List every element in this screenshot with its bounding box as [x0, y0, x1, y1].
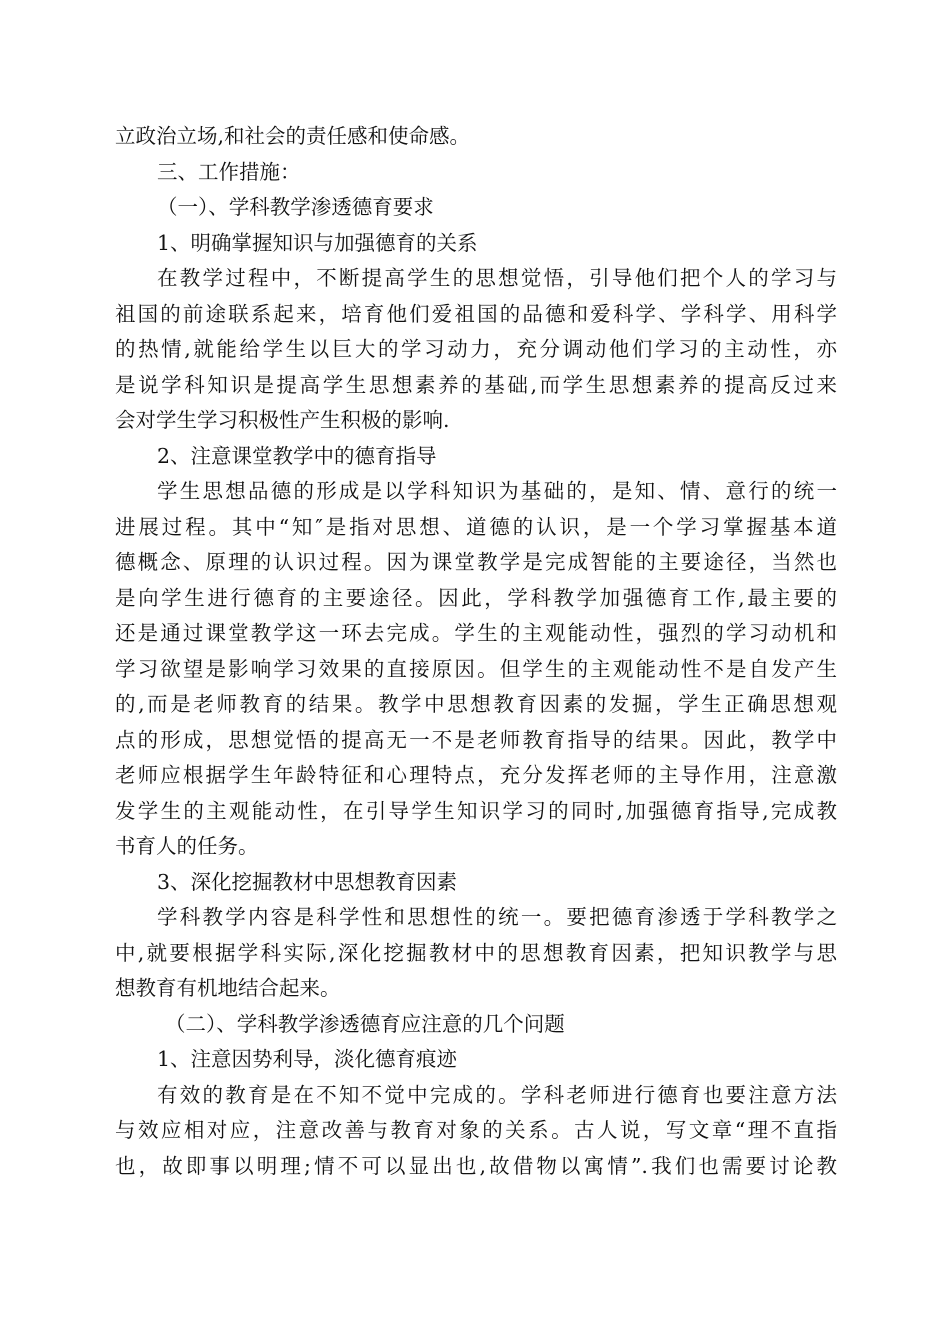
subsection-heading: （二）、学科教学渗透德育应注意的几个问题 [165, 1011, 565, 1036]
paragraph-line: 书育人的任务。 [115, 834, 259, 858]
paragraph-line: 是向学生进行德育的主要途径。因此，学科教学加强德育工作,最主要的 [115, 585, 837, 610]
paragraph-line: 的热情,就能给学生以巨大的学习动力，充分调动他们学习的主动性，亦 [115, 337, 837, 361]
paragraph-line: 有效的教育是在不知不觉中完成的。学科老师进行德育也要注意方法 [157, 1082, 837, 1107]
paragraph-line: 是说学科知识是提高学生思想素养的基础,而学生思想素养的提高反过来 [115, 372, 837, 397]
section-heading: 三、工作措施： [157, 159, 301, 184]
subsection-heading: （一）、学科教学渗透德育要求 [157, 195, 434, 219]
paragraph-line: 老师应根据学生年龄特征和心理特点，充分发挥老师的主导作用，注意激 [115, 763, 837, 787]
paragraph-line: 学习欲望是影响学习效果的直接原因。但学生的主观能动性不是自发产生 [115, 656, 837, 681]
paragraph-line: 会对学生学习积极性产生积极的影响. [115, 408, 450, 432]
paragraph-line: 想教育有机地结合起来。 [115, 976, 341, 1000]
paragraph-line: 点的形成，思想觉悟的提高无一不是老师教育指导的结果。因此，教学中 [115, 727, 837, 752]
document-body [115, 119, 837, 1184]
paragraph-line: 也，故即事以明理;情不可以显出也,故借物以寓情”.我们也需要讨论教 [115, 1153, 837, 1178]
paragraph-continuation: 立政治立场,和社会的责任感和使命感。 [115, 124, 471, 148]
paragraph-line: 还是通过课堂教学这一环去完成。学生的主观能动性，强烈的学习动机和 [115, 621, 837, 645]
paragraph-line: 德概念、原理的认识过程。因为课堂教学是完成智能的主要途径，当然也 [115, 550, 837, 574]
item-heading: 1、明确掌握知识与加强德育的关系 [157, 230, 478, 255]
item-heading: 1、注意因势利导，淡化德育痕迹 [157, 1047, 458, 1071]
paragraph-line: 发学生的主观能动性，在引导学生知识学习的同时,加强德育指导,完成教 [115, 798, 837, 823]
paragraph-line: 学生思想品德的形成是以学科知识为基础的，是知、情、意行的统一 [157, 479, 837, 503]
paragraph-line: 的,而是老师教育的结果。教学中思想教育因素的发掘，学生正确思想观 [115, 692, 837, 716]
paragraph-line: 在教学过程中，不断提高学生的思想觉悟，引导他们把个人的学习与 [157, 266, 837, 290]
paragraph-line: 中,就要根据学科实际,深化挖掘教材中的思想教育因素，把知识教学与思 [115, 940, 837, 965]
paragraph-line: 祖国的前途联系起来，培育他们爱祖国的品德和爱科学、学科学、用科学 [115, 301, 837, 326]
paragraph-line: 进展过程。其中“知″是指对思想、道德的认识，是一个学习掌握基本道 [115, 514, 837, 539]
paragraph-line: 学科教学内容是科学性和思想性的统一。要把德育渗透于学科教学之 [157, 905, 837, 929]
item-heading: 3、深化挖掘教材中思想教育因素 [157, 869, 458, 894]
paragraph-line: 与效应相对应，注意改善与教育对象的关系。古人说，写文章“理不直指 [115, 1118, 837, 1142]
item-heading: 2、注意课堂教学中的德育指导 [157, 443, 437, 468]
